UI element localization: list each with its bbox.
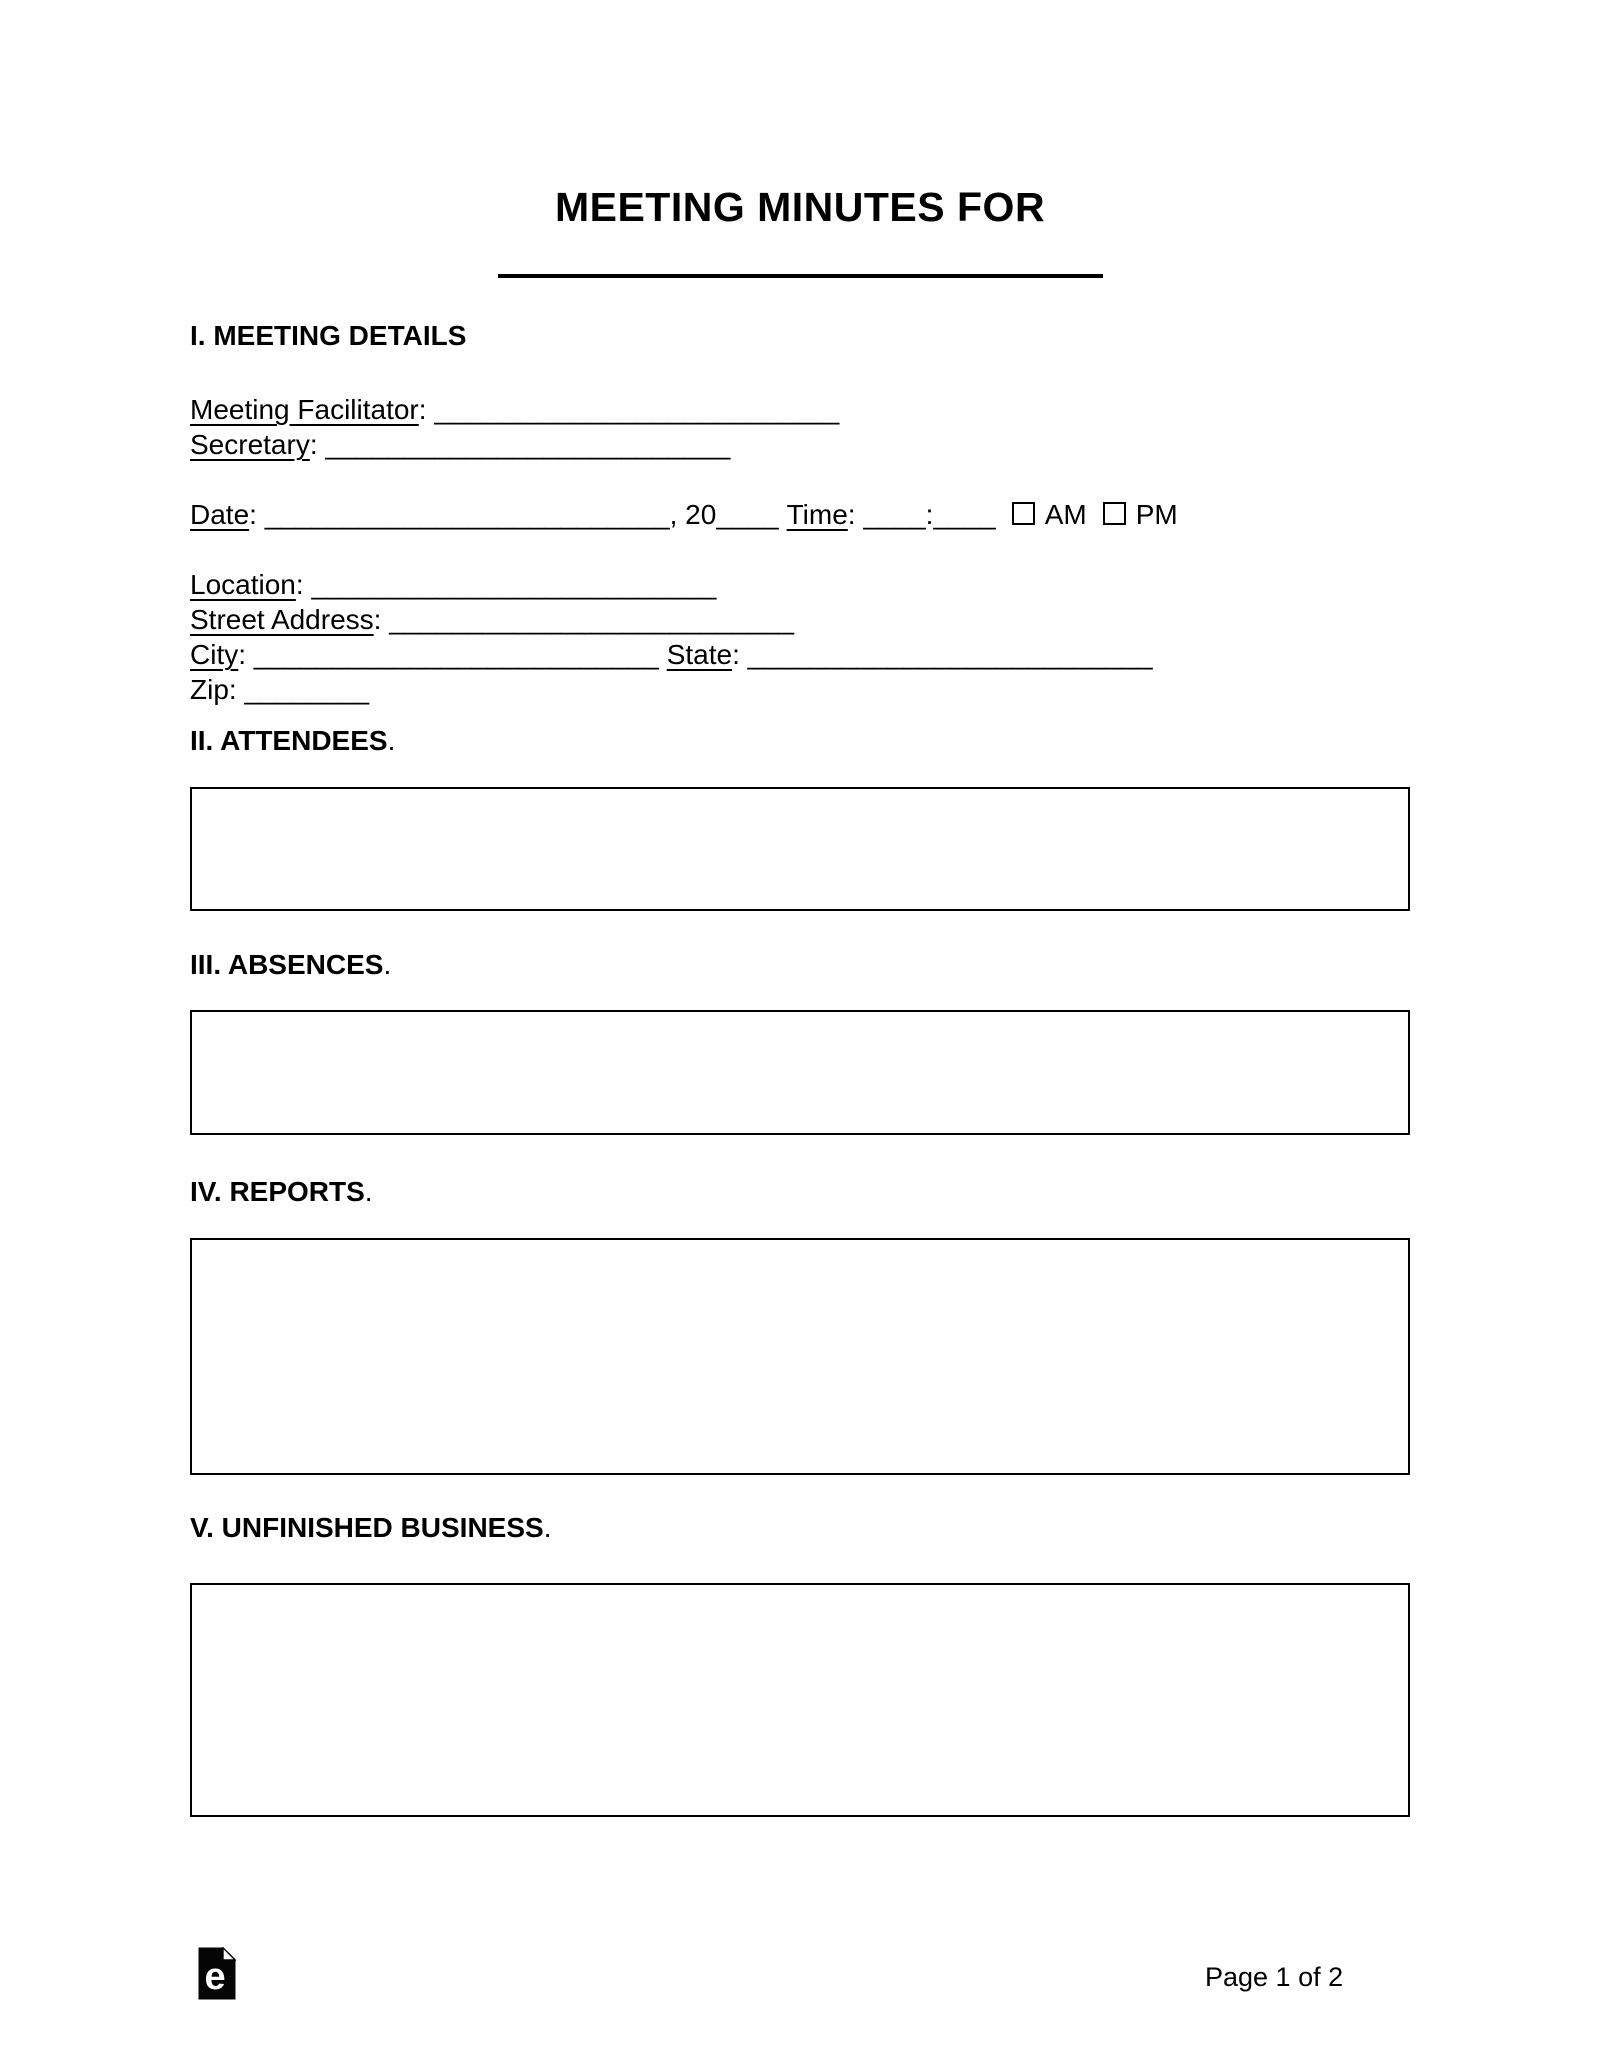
time-colon: :: [925, 499, 934, 530]
section-heading-attendees: [190, 723, 1410, 759]
heading-period: .: [387, 725, 396, 756]
section-heading-absences: [190, 947, 1410, 983]
pm-checkbox[interactable]: [1103, 502, 1126, 525]
logo-letter: e: [204, 1956, 226, 1998]
heading-period: .: [383, 949, 392, 980]
city-state-line: [190, 637, 1410, 672]
attendees-entry-box[interactable]: [190, 787, 1410, 911]
pm-label: PM: [1135, 499, 1178, 530]
absences-entry-box[interactable]: [190, 1010, 1410, 1135]
section-heading-unfinished-business: [190, 1510, 1410, 1546]
facilitator-blank[interactable]: __________________________: [434, 394, 840, 425]
year-blank[interactable]: ____: [716, 499, 779, 530]
zip-blank[interactable]: ________: [244, 674, 370, 705]
location-blank[interactable]: __________________________: [311, 569, 717, 600]
time-label: Time: [786, 499, 848, 530]
page-number: Page 1 of 2: [1205, 1962, 1344, 1992]
label-separator: :: [295, 569, 312, 600]
heading-text: III. ABSENCES: [190, 949, 384, 980]
facilitator-line: [190, 392, 1410, 427]
date-blank[interactable]: __________________________: [264, 499, 670, 530]
state-blank[interactable]: __________________________: [747, 639, 1153, 670]
city-label: City: [190, 639, 239, 670]
state-label: State: [666, 639, 733, 670]
zip-label: Zip: [190, 674, 229, 705]
eforms-document-logo-icon: [198, 1947, 236, 2000]
location-line: [190, 567, 1410, 602]
heading-text: IV. REPORTS: [190, 1176, 365, 1207]
street-address-label: Street Address: [190, 604, 374, 635]
time-minutes-blank[interactable]: ____: [933, 499, 996, 530]
heading-period: .: [543, 1512, 552, 1543]
date-label: Date: [190, 499, 250, 530]
time-hours-blank[interactable]: ____: [863, 499, 926, 530]
label-separator: :: [309, 429, 326, 460]
am-label: AM: [1044, 499, 1087, 530]
label-separator: :: [418, 394, 435, 425]
heading-text: II. ATTENDEES: [190, 725, 388, 756]
secretary-label: Secretary: [190, 429, 310, 460]
unfinished-business-entry-box[interactable]: [190, 1583, 1410, 1817]
facilitator-label: Meeting Facilitator: [190, 394, 419, 425]
heading-period: .: [364, 1176, 373, 1207]
zip-line: [190, 672, 1410, 707]
year-prefix: , 20: [669, 499, 717, 530]
page-title: MEETING MINUTES FOR: [554, 184, 1046, 230]
section-heading-meeting-details: [190, 318, 1410, 354]
heading-text: I. MEETING DETAILS: [190, 320, 467, 351]
heading-text: V. UNFINISHED BUSINESS: [190, 1512, 544, 1543]
secretary-line: [190, 427, 1410, 462]
street-address-blank[interactable]: __________________________: [389, 604, 795, 635]
label-separator: :: [847, 499, 864, 530]
label-separator: :: [249, 499, 265, 530]
document-fold-icon: [198, 1947, 236, 2000]
reports-entry-box[interactable]: [190, 1238, 1410, 1475]
section-heading-reports: [190, 1174, 1410, 1210]
street-address-line: [190, 602, 1410, 637]
label-separator: :: [373, 604, 390, 635]
label-separator: :: [732, 639, 748, 670]
title-blank-line[interactable]: [498, 274, 1103, 278]
label-separator: :: [228, 674, 245, 705]
am-checkbox[interactable]: [1012, 502, 1035, 525]
secretary-blank[interactable]: __________________________: [325, 429, 731, 460]
date-time-line: [190, 497, 1410, 532]
document-content: [190, 318, 1410, 1817]
location-label: Location: [190, 569, 296, 600]
label-separator: :: [238, 639, 254, 670]
city-blank[interactable]: __________________________: [253, 639, 659, 670]
